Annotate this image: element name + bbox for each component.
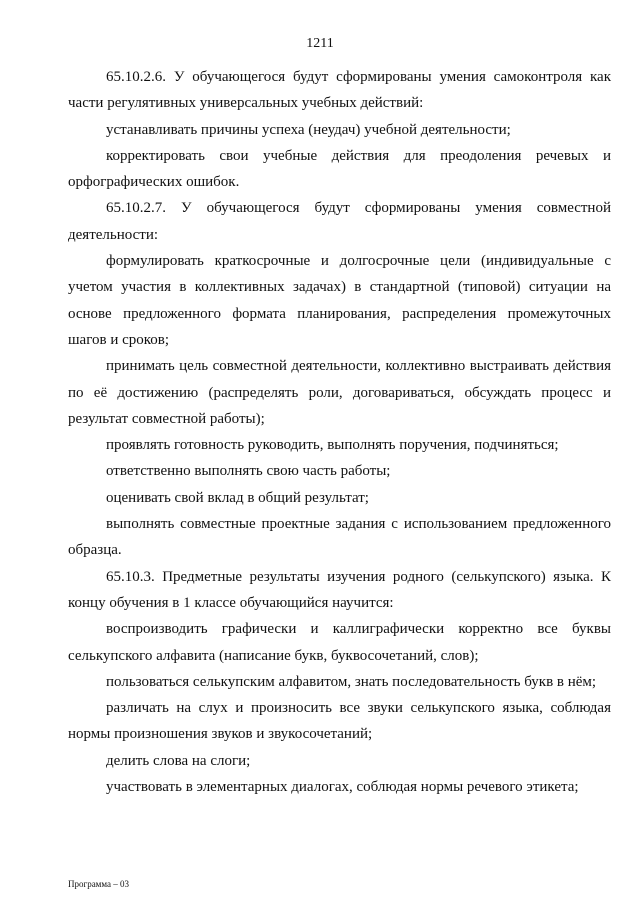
paragraph: выполнять совместные проектные задания с использованием предложенного образца. [68,516,611,559]
footer-program-label: Программа – 03 [68,879,130,889]
document-body [68,64,611,800]
paragraph: ответственно выполнять свою часть работы; [106,463,391,480]
paragraph: принимать цель совместной деятельности, коллективно выстраивать действия по её достижению (распределять роли, договариваться, обсуждать процесс и результат совместной работы); [68,358,611,427]
paragraph: формулировать краткосрочные и долгосрочные цели (индивидуальные с учетом участия в коллективных задачах) в стандартной (типовой) ситуации на основе предложенного формата планирования, распределения промежуточных шагов и сроков; [68,253,611,348]
page-number: 1211 [306,36,334,51]
paragraph: устанавливать причины успеха (неудач) учебной деятельности; [106,121,511,138]
paragraph: 65.10.3. Предметные результаты изучения родного (селькупского) языка. К концу обучения в 1 классе обучающийся научится: [68,568,611,611]
paragraph: проявлять готовность руководить, выполнять поручения, подчиняться; [106,437,559,454]
paragraph: участвовать в элементарных диалогах, соблюдая нормы речевого этикета; [106,779,579,796]
paragraph: 65.10.2.6. У обучающегося будут сформированы умения самоконтроля как части регулятивных универсальных учебных действий: [68,69,611,112]
paragraph: пользоваться селькупским алфавитом, знать последовательность букв в нём; [106,673,597,690]
paragraph: оценивать свой вклад в общий результат; [106,489,369,506]
paragraph: воспроизводить графически и каллиграфически корректно все буквы селькупского алфавита (написание букв, буквосочетаний, слов); [68,621,611,664]
paragraph: делить слова на слоги; [106,752,251,769]
paragraph: 65.10.2.7. У обучающегося будут сформированы умения совместной деятельности: [68,200,611,243]
paragraph: корректировать свои учебные действия для преодоления речевых и орфографических ошибок. [68,147,611,191]
paragraph: различать на слух и произносить все звуки селькупского языка, соблюдая нормы произношения звуков и звукосочетаний; [68,700,611,743]
